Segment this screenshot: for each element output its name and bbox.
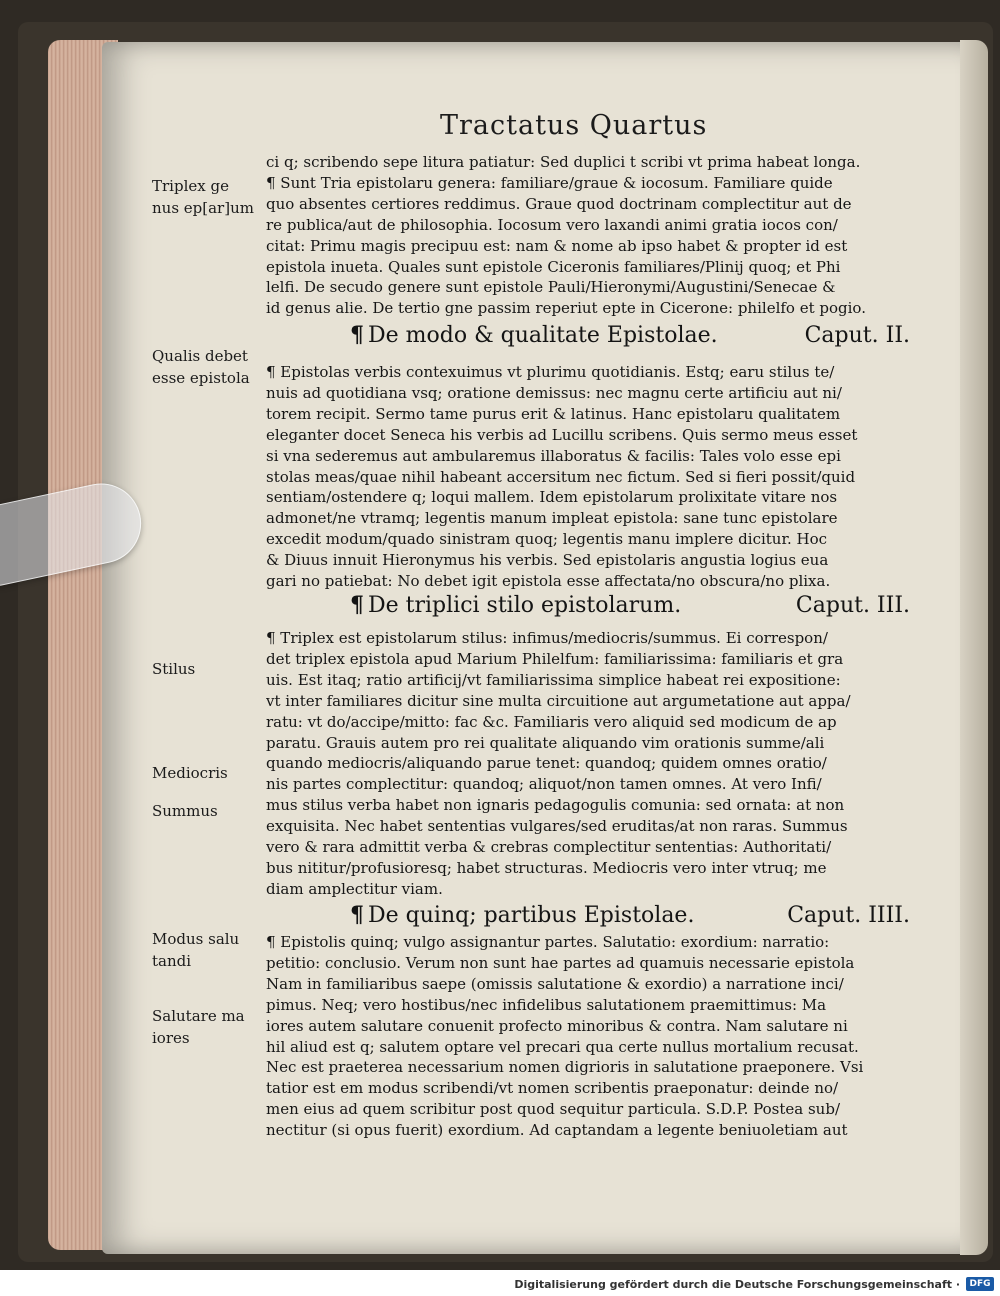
heading-title-text: De triplici stilo epistolarum. xyxy=(368,593,682,618)
text-line: diam amplectitur viam. xyxy=(266,879,443,898)
text-block-4 xyxy=(266,932,914,1141)
text-line: epistola inueta. Quales sunt epistole Ciceronis familiares/Plinij quoq; et Phi xyxy=(266,257,841,276)
text-block-3 xyxy=(266,628,914,900)
text-line: bus nititur/profusioresq; habet structuras. Mediocris vero inter vtruq; me xyxy=(266,858,827,877)
text-line: quo absentes certiores reddimus. Graue quod doctrinam complectitur aut de xyxy=(266,194,852,213)
text-line: iores autem salutare conuenit profecto minoribus & contra. Nam salutare ni xyxy=(266,1016,848,1035)
text-line: tatior est em modus scribendi/vt nomen scribentis praeponatur: deinde no/ xyxy=(266,1079,839,1098)
margin-note-text: Triplex ge nus ep[ar]um xyxy=(152,177,254,217)
text-line: nis partes complectitur: quandoq; aliquot/non tamen omnes. At vero Infi/ xyxy=(266,775,822,794)
margin-note-text: Stilus xyxy=(152,660,196,678)
text-line: eleganter docet Seneca his verbis ad Lucillu scribens. Quis sermo meus esset xyxy=(266,425,858,444)
footer-bar xyxy=(0,1274,1000,1296)
text-line: admonet/ne vtramq; legentis manum impleat epistola: sane tunc epistolare xyxy=(266,509,838,528)
margin-note-text: Qualis debet esse epistola xyxy=(152,347,250,387)
text-line: stolas meas/quae nihil habeant accersitum nec fictum. Sed si fieri possit/quid xyxy=(266,467,856,486)
pilcrow-icon: ¶ xyxy=(350,322,364,348)
text-line: ¶ Sunt Tria epistolaru genera: familiare/graue & iocosum. Familiare quide xyxy=(266,173,833,192)
heading-title xyxy=(350,902,694,928)
text-line: Nec est praeterea necessarium nomen digrioris in salutatione praeponere. Vsi xyxy=(266,1058,864,1077)
heading-caput: Caput. II. xyxy=(804,323,910,348)
page-curl xyxy=(960,40,988,1255)
pilcrow-icon: ¶ xyxy=(350,592,364,618)
text-line: citat: Primu magis precipuu est: nam & nome ab ipso habet & propter id est xyxy=(266,236,848,255)
margin-note-modus xyxy=(152,928,262,972)
text-line: torem recipit. Sermo tame purus erit & latinus. Hanc epistolaru qualitatem xyxy=(266,404,841,423)
heading-title-text: De quinq; partibus Epistolae. xyxy=(368,903,695,928)
heading-caput-2 xyxy=(350,322,910,348)
heading-caput-4 xyxy=(350,902,910,928)
text-line: lelfi. De secudo genere sunt epistole Pauli/Hieronymi/Augustini/Senecae & xyxy=(266,278,836,297)
text-line: id genus alie. De tertio gne passim reperiut epte in Cicerone: philelfo et pogio. xyxy=(266,299,866,318)
text-line: pimus. Neq; vero hostibus/nec infidelibus salutationem praemittimus: Ma xyxy=(266,995,827,1014)
text-line: ci q; scribendo sepe litura patiatur: Sed duplici t scribi vt prima habeat longa. xyxy=(266,153,861,171)
heading-title xyxy=(350,592,681,618)
text-line: men eius ad quem scribitur post quod sequitur particula. S.D.P. Postea sub/ xyxy=(266,1100,840,1119)
text-line: gari no patiebat: No debet igit epistola esse affectata/no obscura/no plixa. xyxy=(266,572,831,591)
text-line: nectitur (si opus fuerit) exordium. Ad captandam a legente beniuoletiam aut xyxy=(266,1121,848,1140)
margin-note-text: Summus xyxy=(152,802,218,820)
text-line: ¶ Triplex est epistolarum stilus: infimus/mediocris/summus. Ei correspon/ xyxy=(266,629,828,647)
text-line: petitio: conclusio. Verum non sunt hae partes ad quamuis necessarie epistola xyxy=(266,953,855,972)
text-line: quando mediocris/aliquando parue tenet: quandoq; quidem omnes oratio/ xyxy=(266,754,827,773)
dfg-logo-icon: DFG xyxy=(966,1277,994,1291)
text-line: sentiam/ostendere q; loqui mallem. Idem epistolarum prolixitate vitare nos xyxy=(266,488,838,507)
margin-note-stilus xyxy=(152,658,262,680)
heading-caput: Caput. III. xyxy=(795,593,910,618)
text-line: exquisita. Nec habet sententias vulgares/sed eruditas/at non raras. Summus xyxy=(266,817,848,836)
text-line: det triplex epistola apud Marium Philelfum: familiarissima: familiaris et gra xyxy=(266,649,844,668)
text-line: re publica/aut de philosophia. Iocosum vero laxandi animi gratia iocos con/ xyxy=(266,215,838,234)
text-line: vero & rara admittit verba & crebras complectitur sententias: Authoritati/ xyxy=(266,838,832,857)
text-line: & Diuus innuit Hieronymus his verbis. Sed epistolaris angustia logius eua xyxy=(266,551,829,570)
text-line: hil aliud est q; salutem optare vel precari qua certe nullus mortalium recusat. xyxy=(266,1037,859,1056)
text-line: ratu: vt do/accipe/mitto: fac &c. Familiaris vero aliquid sed modicum de ap xyxy=(266,712,837,731)
text-block-2 xyxy=(266,362,914,592)
margin-note-qualis xyxy=(152,345,262,389)
heading-caput-3 xyxy=(350,592,910,618)
margin-note-text: Modus salu tandi xyxy=(152,930,240,970)
margin-note-text: Mediocris xyxy=(152,764,228,782)
text-line: excedit modum/quado sinistram quoq; legentis manu implere dicitur. Hoc xyxy=(266,530,828,549)
text-block-1 xyxy=(266,152,914,319)
text-line: uis. Est itaq; ratio artificij/vt familiarissima simplice habeat rei expositione: xyxy=(266,670,841,689)
text-line: Nam in familiaribus saepe (omissis salutatione & exordio) a narratione inci/ xyxy=(266,974,844,993)
footer-credit: Digitalisierung gefördert durch die Deutsche Forschungsgemeinschaft · xyxy=(514,1278,960,1291)
heading-caput: Caput. IIII. xyxy=(787,903,910,928)
margin-note-mediocris xyxy=(152,762,262,784)
margin-note-text: Salutare ma iores xyxy=(152,1007,245,1047)
margin-note-summus xyxy=(152,800,262,822)
heading-title-text: De modo & qualitate Epistolae. xyxy=(368,323,718,348)
text-line: si vna sederemus aut ambularemus illaboratus & facilis: Tales volo esse epi xyxy=(266,446,841,465)
text-line: mus stilus verba habet non ignaris pedagogulis comunia: sed ornata: at non xyxy=(266,796,845,815)
running-head: Tractatus Quartus xyxy=(440,110,708,141)
text-line: paratu. Grauis autem pro rei qualitate aliquando vim orationis summe/ali xyxy=(266,733,825,752)
text-line: ¶ Epistolas verbis contexuimus vt plurimu quotidianis. Estq; earu stilus te/ xyxy=(266,363,835,381)
text-line: vt inter familiares dicitur sine multa circuitione aut argumetatione aut appa/ xyxy=(266,691,851,710)
heading-title xyxy=(350,322,718,348)
text-line: ¶ Epistolis quinq; vulgo assignantur partes. Salutatio: exordium: narratio: xyxy=(266,933,830,951)
text-line: nuis ad quotidiana vsq; oratione demissus: nec magnu certe artificiu aut ni/ xyxy=(266,383,842,402)
margin-note-triplex xyxy=(152,175,262,219)
pilcrow-icon: ¶ xyxy=(350,902,364,928)
margin-note-salutare xyxy=(152,1005,262,1049)
